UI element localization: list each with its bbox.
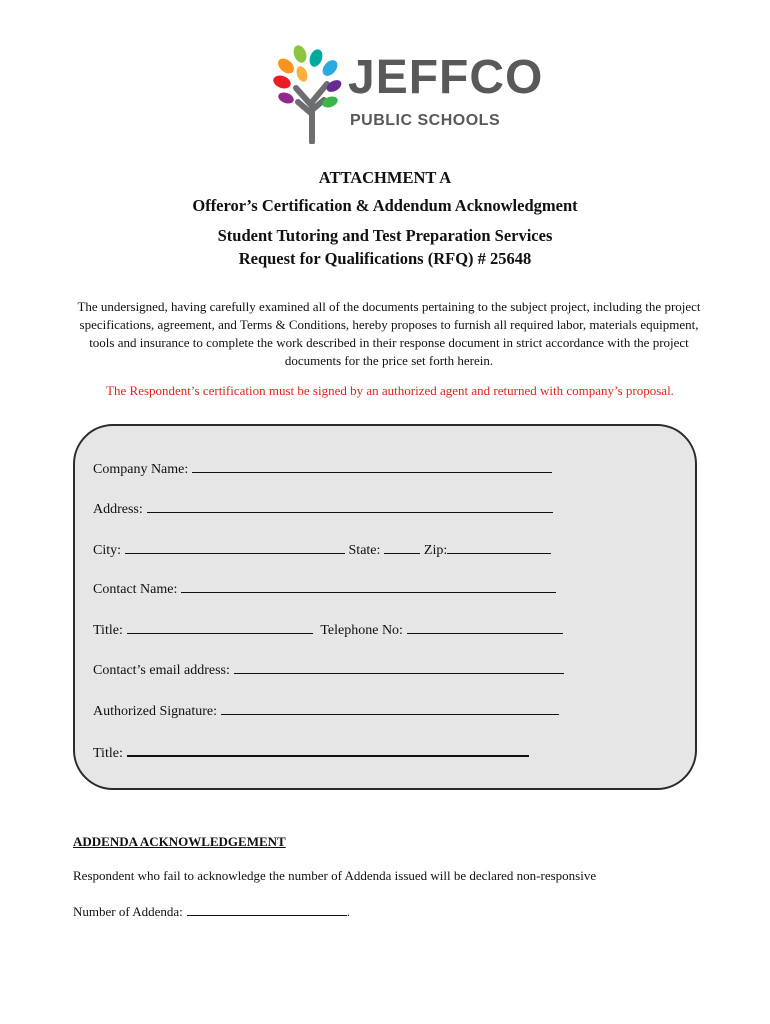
city-input[interactable] bbox=[125, 539, 345, 554]
signature-label: Authorized Signature: bbox=[93, 704, 218, 719]
zip-input[interactable] bbox=[447, 539, 551, 554]
company-name-field[interactable] bbox=[93, 458, 552, 478]
logo-name: JEFFCO bbox=[348, 51, 544, 104]
title-telephone-row bbox=[93, 619, 563, 639]
intro-paragraph: The undersigned, having carefully examined all of the documents pertaining to the subject project, including the project specifications, agreement, and Terms & Conditions, hereby proposes to furnish all required labor, materials equipment, tools and insurance to complete the work described in their response document in strict accordance with the project documents for the price set forth herein. bbox=[77, 299, 701, 368]
address-label: Address: bbox=[93, 502, 143, 517]
contact-name-field[interactable] bbox=[93, 578, 556, 598]
signer-title-field[interactable] bbox=[93, 741, 529, 762]
attachment-heading: ATTACHMENT A bbox=[318, 168, 452, 187]
addenda-text: Respondent who fail to acknowledge the number of Addenda issued will be declared non-responsive bbox=[73, 868, 597, 883]
logo-subtitle: PUBLIC SCHOOLS bbox=[350, 112, 501, 129]
jeffco-logo bbox=[272, 44, 544, 144]
city-label: City: bbox=[93, 543, 122, 558]
address-field[interactable] bbox=[93, 498, 553, 518]
contact-name-label: Contact Name: bbox=[93, 582, 178, 597]
state-input[interactable] bbox=[384, 539, 420, 554]
signature-input[interactable] bbox=[221, 700, 559, 715]
email-label: Contact’s email address: bbox=[93, 663, 230, 678]
rfq-heading: Request for Qualifications (RFQ) # 25648 bbox=[238, 249, 532, 268]
email-field[interactable] bbox=[93, 659, 564, 679]
addenda-number-field[interactable] bbox=[73, 902, 350, 920]
zip-label: Zip: bbox=[423, 543, 448, 558]
signature-field[interactable] bbox=[93, 700, 559, 720]
certification-heading: Offeror’s Certification & Addendum Acknowledgment bbox=[192, 196, 578, 215]
addenda-number-suffix: . bbox=[346, 904, 351, 919]
signer-title-input[interactable] bbox=[127, 741, 529, 757]
state-label: State: bbox=[348, 543, 381, 558]
addenda-number-label: Number of Addenda: bbox=[73, 904, 183, 919]
title-input[interactable] bbox=[127, 619, 313, 634]
telephone-input[interactable] bbox=[407, 619, 563, 634]
services-heading: Student Tutoring and Test Preparation Services bbox=[217, 226, 553, 245]
contact-name-input[interactable] bbox=[181, 578, 556, 593]
city-state-zip-row bbox=[93, 539, 551, 559]
signature-notice: The Respondent’s certification must be signed by an authorized agent and returned with company’s proposal. bbox=[106, 383, 674, 398]
telephone-label: Telephone No: bbox=[320, 623, 403, 638]
addenda-heading: ADDENDA ACKNOWLEDGEMENT bbox=[73, 834, 286, 849]
signer-title-label: Title: bbox=[93, 746, 123, 761]
address-input[interactable] bbox=[147, 498, 553, 513]
tree-icon bbox=[272, 44, 352, 144]
company-name-input[interactable] bbox=[192, 458, 552, 473]
company-name-label: Company Name: bbox=[93, 462, 189, 477]
certification-form bbox=[73, 424, 697, 790]
title-label: Title: bbox=[93, 623, 123, 638]
addenda-number-input[interactable] bbox=[187, 902, 347, 916]
email-input[interactable] bbox=[234, 659, 564, 674]
